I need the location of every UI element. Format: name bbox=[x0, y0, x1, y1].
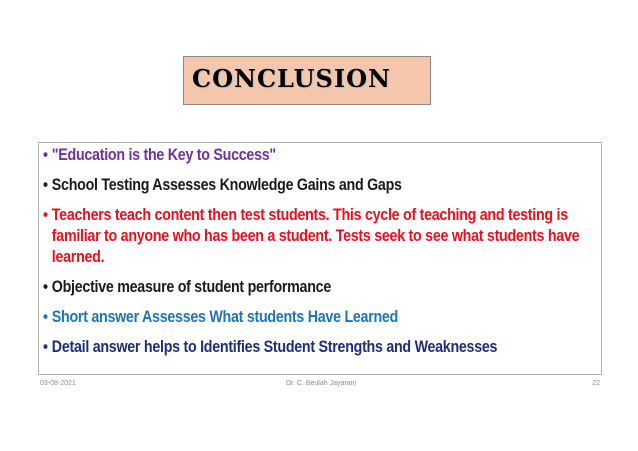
bullet-dot: • bbox=[43, 206, 48, 224]
bullet-item bbox=[43, 307, 580, 328]
footer-author: Dr. C. Beulah Jayarani bbox=[286, 380, 357, 387]
bullet-item bbox=[43, 205, 580, 268]
footer-page-number: 22 bbox=[592, 380, 600, 387]
bullet-item bbox=[43, 175, 580, 196]
bullet-dot: • bbox=[43, 308, 48, 326]
bullet-item bbox=[43, 145, 580, 166]
bullet-text: "Education is the Key to Success" bbox=[51, 146, 276, 164]
slide-title: CONCLUSION bbox=[192, 64, 391, 93]
bullet-dot: • bbox=[43, 146, 48, 164]
bullet-text: Objective measure of student performance bbox=[51, 278, 331, 296]
title-box bbox=[183, 56, 431, 105]
bullet-dot: • bbox=[43, 176, 48, 194]
footer-date: 03-08-2021 bbox=[40, 380, 76, 387]
bullet-item bbox=[43, 337, 580, 358]
bullet-text: Short answer Assesses What students Have Learned bbox=[51, 308, 399, 326]
bullet-item bbox=[43, 277, 580, 298]
bullet-text: Teachers teach content then test students. This cycle of teaching and testing is familiar to anyone who has been a student. Tests seek to see what students have learned. bbox=[51, 206, 580, 266]
bullet-dot: • bbox=[43, 338, 48, 356]
bullet-text: Detail answer helps to Identifies Student Strengths and Weaknesses bbox=[51, 338, 498, 356]
bullet-dot: • bbox=[43, 278, 48, 296]
bullet-text: School Testing Assesses Knowledge Gains and Gaps bbox=[51, 176, 402, 194]
content-box bbox=[38, 142, 602, 375]
